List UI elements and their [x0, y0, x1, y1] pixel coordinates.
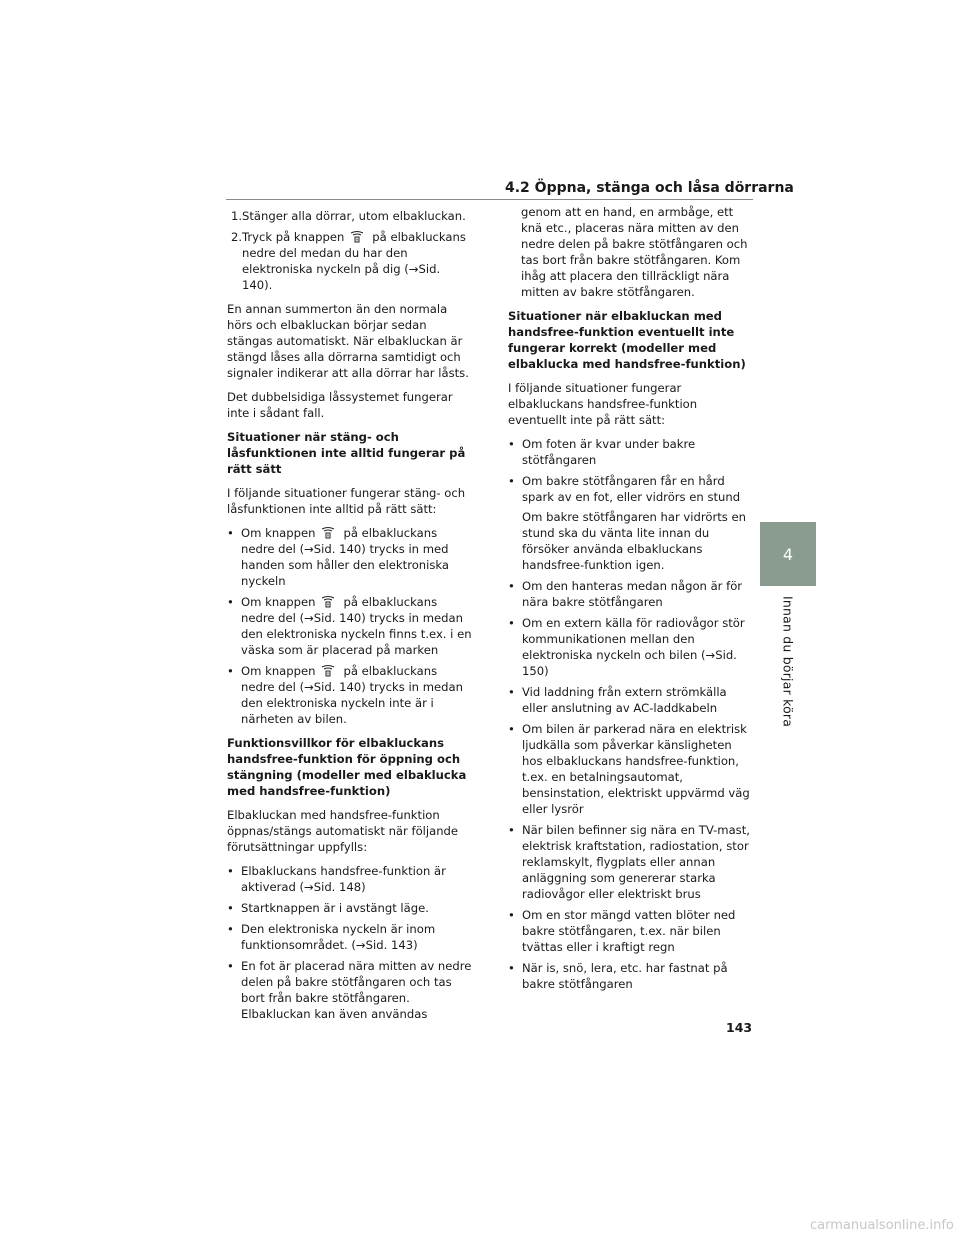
- chapter-number: 4: [782, 544, 794, 564]
- tailgate-button-icon: [321, 664, 335, 677]
- steps-list: [227, 208, 473, 293]
- list-item-text: När is, snö, lera, etc. har fastnat på bakre stötfångaren: [522, 961, 728, 991]
- list-item: • När is, snö, lera, etc. har fastnat på bakre stötfångaren: [508, 961, 728, 991]
- paragraph: I följande situationer fungerar stäng- och låsfunktionen inte alltid på rätt sätt:: [227, 486, 466, 516]
- list-item-text: Om knappen: [241, 595, 316, 609]
- step-text: Tryck på knappen: [242, 230, 345, 244]
- list-item-text: När bilen befinner sig nära en TV-mast, elektrisk kraftstation, radiostation, stor reklamskylt, flygplats eller annan anläggning som genererar starka radiovågor eller elektriskt brus: [522, 823, 750, 901]
- chapter-tab: [760, 522, 816, 586]
- step-item: [227, 208, 473, 224]
- list-item: • Om en stor mängd vatten blöter ned bakre stötfångaren, t.ex. när bilen tvättas eller i kraftigt regn: [508, 908, 736, 954]
- list-item-text-cont: på elbakluckans nedre del (→Sid. 140) trycks in med handen som håller den elektroniska nyckeln: [241, 526, 450, 588]
- list-item-text: Om knappen: [241, 526, 316, 540]
- list-item: • Om foten är kvar under bakre stötfångaren: [508, 437, 696, 467]
- list-item: • När bilen befinner sig nära en TV-mast, elektrisk kraftstation, radiostation, stor reklamskylt, flygplats eller annan anläggning som genererar starka radiovågor eller elektriskt brus: [508, 823, 750, 901]
- left-column: [227, 208, 473, 1030]
- tailgate-button-icon: [321, 526, 335, 539]
- list-item-text: Om en stor mängd vatten blöter ned bakre stötfångaren, t.ex. när bilen tvättas eller i kraftigt regn: [522, 908, 736, 954]
- list-item-text: Elbakluckans handsfree-funktion är aktiverad (→Sid. 148): [241, 864, 446, 894]
- list-item-text: Om en extern källa för radiovågor stör kommunikationen mellan den elektroniska nyckeln och bilen (→Sid. 150): [522, 616, 745, 678]
- list-item: • Om knappen på elbakluckans nedre del (→Sid. 140) trycks in med handen som håller den elektroniska nyckeln: [227, 526, 450, 588]
- chapter-title: Innan du börjar köra: [780, 596, 796, 728]
- bullet-list: [227, 525, 473, 727]
- header-divider: [226, 199, 753, 200]
- list-item-text-cont: på elbakluckans nedre del (→Sid. 140) trycks in medan den elektroniska nyckeln finns t.ex. i en väska som är placerad på marken: [241, 595, 472, 657]
- continued-text: genom att en hand, en armbåge, ett knä etc., placeras nära mitten av den nedre delen på bakre stötfångaren och tas bort från bakre stötfångaren. Kom ihåg att placera den tillräckligt nära mitten av bakre stötfångaren.: [521, 205, 748, 299]
- list-item-text-cont: på elbakluckans nedre del (→Sid. 140) trycks in medan den elektroniska nyckeln inte är i närheten av bilen.: [241, 664, 463, 726]
- list-item: • Startknappen är i avstängt läge.: [227, 901, 429, 915]
- list-item: • Elbakluckans handsfree-funktion är aktiverad (→Sid. 148): [227, 864, 446, 894]
- watermark: carmanualsonline.info: [810, 1218, 954, 1233]
- list-item-text: Om foten är kvar under bakre stötfångaren: [522, 437, 696, 467]
- list-item: • Om knappen på elbakluckans nedre del (→Sid. 140) trycks in medan den elektroniska nyckeln inte är i närheten av bilen.: [227, 664, 463, 726]
- subheading: Situationer när stäng- och låsfunktionen inte alltid fungerar på rätt sätt: [227, 430, 466, 476]
- page-number: 143: [726, 1020, 753, 1035]
- list-item-text: En fot är placerad nära mitten av nedre delen på bakre stötfångaren och tas bort från bakre stötfångaren. Elbakluckan kan även användas: [241, 959, 472, 1021]
- list-item-text: Startknappen är i avstängt läge.: [241, 901, 429, 915]
- list-item: • Om den hanteras medan någon är för nära bakre stötfångaren: [508, 579, 743, 609]
- list-item: • Om bilen är parkerad nära en elektrisk ljudkälla som påverkar känsligheten hos elbakluckans handsfree-funktion, t.ex. en betalningsautomat, bensinstation, elektriskt uppvärmd väg eller lysrör: [508, 722, 750, 816]
- list-item: • Den elektroniska nyckeln är inom funktionsområdet. (→Sid. 143): [227, 922, 436, 952]
- paragraph: Elbakluckan med handsfree-funktion öppnas/stängs automatiskt när följande förutsättningar uppfylls:: [227, 808, 459, 854]
- list-item-text: Den elektroniska nyckeln är inom funktionsområdet. (→Sid. 143): [241, 922, 436, 952]
- step-number: 1.: [231, 209, 243, 223]
- list-item-text: Om bakre stötfångaren får en hård spark av en fot, eller vidrörs en stund: [522, 474, 741, 504]
- bullet-list: [508, 436, 754, 992]
- section-header: 4.2 Öppna, stänga och låsa dörrarna: [505, 180, 794, 196]
- step-text: Stänger alla dörrar, utom elbakluckan.: [242, 209, 466, 223]
- step-number: 2.: [231, 230, 243, 244]
- paragraph: Det dubbelsidiga låssystemet fungerar inte i sådant fall.: [227, 390, 453, 420]
- right-column: [508, 205, 754, 1000]
- list-item: • Om knappen på elbakluckans nedre del (→Sid. 140) trycks in medan den elektroniska nyckeln finns t.ex. i en väska som är placerad på marken: [227, 595, 472, 657]
- list-item-text: Om bilen är parkerad nära en elektrisk ljudkälla som påverkar känsligheten hos elbakluckans handsfree-funktion, t.ex. en betalningsautomat, bensinstation, elektriskt uppvärmd väg eller lysrör: [522, 722, 750, 816]
- subheading: Situationer när elbakluckan med handsfree-funktion eventuellt inte fungerar korrekt (modeller med elbaklucka med handsfree-funktion): [508, 309, 746, 371]
- list-item-text: Om knappen: [241, 664, 316, 678]
- list-item-text: Vid laddning från extern strömkälla eller anslutning av AC-laddkabeln: [522, 685, 727, 715]
- paragraph: I följande situationer fungerar elbakluckans handsfree-funktion eventuellt inte på rätt sätt:: [508, 381, 698, 427]
- list-item-text: Om den hanteras medan någon är för nära bakre stötfångaren: [522, 579, 743, 609]
- paragraph: En annan summerton än den normala hörs och elbakluckan börjar sedan stängas automatiskt. När elbakluckan är stängd låses alla dörrarna samtidigt och signaler indikerar att alla dörrar har låsts.: [227, 302, 469, 380]
- step-text-cont: på elbakluckans nedre del medan du har den elektroniska nyckeln på dig (→Sid. 140).: [242, 230, 466, 292]
- step-item: [227, 229, 473, 293]
- list-item: • Om bakre stötfångaren får en hård spark av en fot, eller vidrörs en stund Om bakre stötfångaren har vidrörts en stund ska du vänta lite innan du försöker använda elbakluckans handsfree-funktion igen.: [508, 473, 754, 573]
- list-item: • Vid laddning från extern strömkälla eller anslutning av AC-laddkabeln: [508, 685, 727, 715]
- chapter-title-vertical: [758, 596, 818, 776]
- tailgate-button-icon: [321, 595, 335, 608]
- subheading: Funktionsvillkor för elbakluckans handsfree-funktion för öppning och stängning (modeller med elbaklucka med handsfree-funktion): [227, 736, 467, 798]
- list-item: • En fot är placerad nära mitten av nedre delen på bakre stötfångaren och tas bort från bakre stötfångaren. Elbakluckan kan även användas: [227, 959, 472, 1021]
- bullet-list: [227, 863, 473, 1022]
- tailgate-button-icon: [350, 230, 364, 243]
- list-item-note: Om bakre stötfångaren har vidrörts en stund ska du vänta lite innan du försöker använda elbakluckans handsfree-funktion igen.: [522, 510, 746, 572]
- list-item: • Om en extern källa för radiovågor stör kommunikationen mellan den elektroniska nyckeln och bilen (→Sid. 150): [508, 616, 745, 678]
